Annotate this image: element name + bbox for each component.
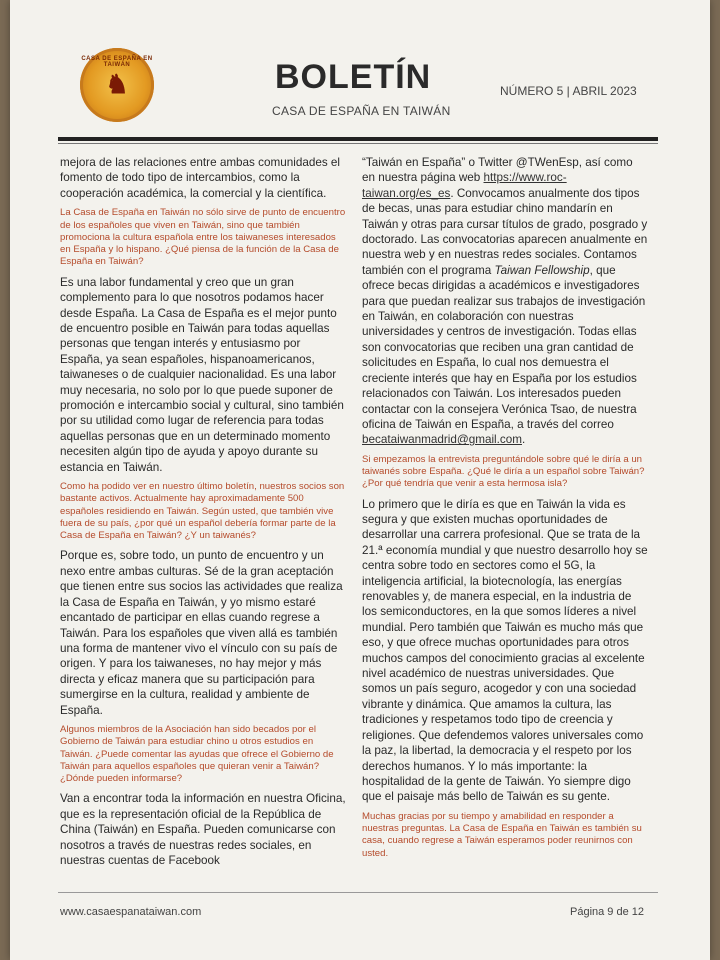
footer-divider — [58, 892, 658, 893]
logo-text: CASA DE ESPAÑA EN TAIWÁN — [81, 56, 153, 68]
question-paragraph: Como ha podido ver en nuestro último boletín, nuestros socios son bastante activos. Actualmente hay aproximadamente 500 españoles residiendo en Taiwán. Según usted, que también vive fuera de su país, ¿por qué un español debería formar parte de la Casa de España en Taiwán? ¿Y un taiwanés? — [60, 480, 345, 542]
right-column — [362, 155, 648, 866]
header-divider-thin — [58, 143, 658, 144]
answer-paragraph — [362, 155, 648, 448]
issue-info: NÚMERO 5 | ABRIL 2023 — [500, 84, 637, 98]
left-column — [60, 155, 346, 874]
question-paragraph: La Casa de España en Taiwán no sólo sirve de punto de encuentro de los españoles que viven en Taiwán, sino que también promociona la cultura española entre los taiwaneses interesados en España y lo hispano. ¿Qué piensa de la función de la Casa de España en Taiwán? — [60, 207, 346, 268]
footer-website: www.casaespanataiwan.com — [60, 906, 202, 918]
newsletter-subtitle: CASA DE ESPAÑA EN TAIWÁN — [272, 104, 451, 118]
casa-de-espana-logo — [80, 48, 154, 122]
question-paragraph: Si empezamos la entrevista preguntándole sobre qué le diría a un taiwanés sobre España. ¿Qué le diría a un español sobre Taiwán? ¿Por qué tendría que venir a esta hermosa isla? — [362, 453, 645, 490]
logo-emblem-icon: ♞ — [105, 70, 129, 100]
answer-paragraph: Es una labor fundamental y creo que un gran complemento para lo que nosotros podamos hacer desde España. La Casa de España es el mejor punto de encuentro posible en Taiwán para todas aquellas personas que tengan interés y entusiasmo por España, ya sean españoles, hispanoamericanos, taiwaneses o de cualquier nacionalidad. Es una labor muy necesaria, no solo por lo que puede suponer de promoción e intercambio social y cultural, sino también por su utilidad como lugar de referencia para todas aquellas personas que en un determinado momento necesiten algún tipo de ayuda y apoyo durante su estancia en Taiwán. — [60, 275, 344, 474]
newsletter-page — [10, 0, 710, 960]
roc-taiwan-link[interactable]: https://www.roc-taiwan.org/es_es — [362, 171, 567, 200]
answer-text: . Convocamos anualmente dos tipos de becas, unas para estudiar chino mandarín en Taiwán y otras para cursar títulos de grado, posgrado y doctorado. Las convocatorias aparecen anualmente en nuestra web y en nuestras redes sociales. Contamos también con el programa — [362, 186, 648, 277]
answer-text: , que ofrece becas dirigidas a académicos e investigadores para que puedan realizar sus trabajos de investigación en Taiwán, en colaboración con nuestras universidades y centros de investigación. Todas ellas son convocatorias que reciben una gran cantidad de solicitudes en España, lo cual nos demuestra el creciente interés que hay en España por los estudios relacionados con Taiwán. Los interesados pueden contactar con la consejera Verónica Tsao, de nuestra oficina de Taiwán en España, a través del correo — [362, 263, 646, 431]
answer-paragraph: Van a encontrar toda la información en nuestra Oficina, que es la representación oficial de la República de China (Taiwán) en España. Pueden comunicarse con nosotros a través de nuestras redes sociales, en nuestras cuentas de Facebook — [60, 792, 346, 868]
contact-email-link[interactable]: becataiwanmadrid@gmail.com — [362, 433, 522, 447]
answer-text: . — [521, 433, 526, 447]
header-divider — [58, 137, 658, 141]
answer-paragraph: Lo primero que le diría es que en Taiwán la vida es segura y que existen muchas oportunidades de desarrollar una carrera profesional. Que se trata de la 21.ª economía mundial y que nuestro desarrollo hoy se centra sobre todo en sectores como el 5G, la inteligencia artificial, la biotecnología, las energías renovables y, de manera especial, en la industria de los semiconductores, en la que somos líderes a nivel mundial. Pero también que Taiwán es mucho más que eso, y que ofrece muchas oportunidades para otros muchos campos del conocimiento gracias al excelente nivel académico de nuestras universidades. Que somos un país seguro, acogedor y con una sociedad vibrante y dinámica. Que amamos la cultura, las tradiciones y respetamos todo tipo de creencia y religiones. Que defendemos valores universales como la paz, la libertad, la democracia y el respeto por los derechos humanos. Y lo más importante: la hospitalidad de la gente de Taiwán. Yo siempre digo que el paisaje más bello de Taiwán es su gente. — [362, 497, 648, 804]
answer-paragraph: mejora de las relaciones entre ambas comunidades el fomento de todo tipo de intercambios, como la cooperación académica, la comercial y la científica. — [60, 156, 341, 200]
closing-paragraph: Muchas gracias por su tiempo y amabilidad en responder a nuestras preguntas. La Casa de España en Taiwán es también su casa, cuando regrese a Taiwán esperamos poder reunirnos con usted. — [362, 810, 642, 859]
page-number: Página 9 de 12 — [570, 906, 645, 918]
newsletter-title: BOLETÍN — [275, 58, 432, 96]
answer-paragraph: Porque es, sobre todo, un punto de encuentro y un nexo entre ambas culturas. Sé de la gran aceptación que tienen entre sus socios las actividades que realiza la Casa de España en Taiwán, y yo mismo estaré encantado de participar en ellas cuando regrese a Taiwán. Para los españoles que viven allá es también una forma de mantener vivo el vínculo con su país de origen. Y para los taiwaneses, no hay mejor y más directa y eficaz manera que su participación para sumergirse en la cultura, realidad y ambiente de España. — [60, 549, 343, 717]
answer-text: “Taiwán en España” o Twitter @TWenEsp, así como en nuestra página web — [362, 156, 633, 185]
program-name: Taiwan Fellowship — [494, 263, 590, 277]
question-paragraph: Algunos miembros de la Asociación han sido becados por el Gobierno de Taiwán para estudiar chino u otros estudios en Taiwán. ¿Puede comentar las ayudas que ofrece el Gobierno de Taiwán para aquellos españoles que quieran venir a Taiwán? ¿Dónde pueden informarse? — [60, 723, 334, 785]
